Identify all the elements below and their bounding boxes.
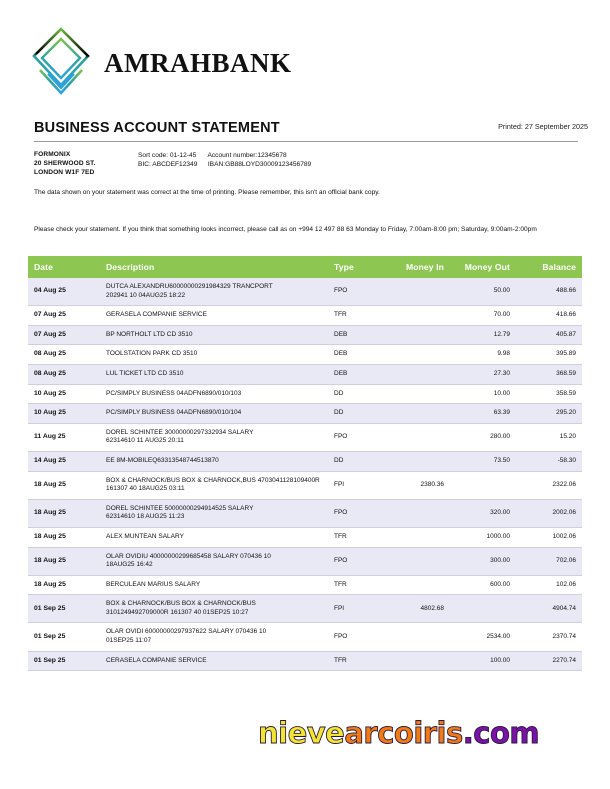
cell-type: TFR: [328, 575, 384, 595]
cell-money-out: 280.00: [450, 423, 516, 451]
cell-date: 18 Aug 25: [28, 471, 100, 499]
cell-balance: -58.30: [516, 451, 582, 471]
table-body: [28, 278, 582, 671]
cell-type: DD: [328, 384, 384, 404]
cell-money-out: [450, 471, 516, 499]
cell-balance: 405.87: [516, 325, 582, 345]
table-row[interactable]: [28, 471, 582, 499]
cell-money-in: [384, 306, 450, 326]
cell-money-in: [384, 575, 450, 595]
cell-date: 11 Aug 25: [28, 423, 100, 451]
cell-balance: 4904.74: [516, 595, 582, 623]
cell-balance: 488.66: [516, 278, 582, 306]
cell-date: 10 Aug 25: [28, 404, 100, 424]
cell-description: [100, 499, 328, 527]
table-row[interactable]: [28, 623, 582, 651]
cell-type: FPO: [328, 423, 384, 451]
column-header-type[interactable]: Type: [328, 256, 384, 278]
cell-money-in: [384, 384, 450, 404]
cell-date: 08 Aug 25: [28, 345, 100, 365]
cell-type: FPI: [328, 471, 384, 499]
cell-money-in: [384, 364, 450, 384]
cell-description: [100, 278, 328, 306]
cell-description: [100, 547, 328, 575]
transaction-description-line-2: 01SEP25 11:07: [106, 637, 152, 645]
cell-type: FPO: [328, 623, 384, 651]
cell-description: [100, 364, 328, 384]
column-header-money-out[interactable]: Money Out: [450, 256, 516, 278]
cell-description: [100, 471, 328, 499]
cell-date: 14 Aug 25: [28, 451, 100, 471]
cell-balance: 15.20: [516, 423, 582, 451]
table-row[interactable]: [28, 595, 582, 623]
transaction-description-line-2: 3101249492709000R 161307 40 01SEP25 10:27: [106, 608, 249, 616]
amrahbank-diamond-logo-icon: [30, 26, 92, 100]
cell-type: DEB: [328, 325, 384, 345]
cell-date: 01 Sep 25: [28, 623, 100, 651]
cell-money-out: 100.00: [450, 651, 516, 671]
cell-money-in: 4802.68: [384, 595, 450, 623]
cell-date: 18 Aug 25: [28, 547, 100, 575]
cell-description: [100, 404, 328, 424]
cell-type: DD: [328, 451, 384, 471]
table-header: [28, 256, 582, 278]
column-header-balance[interactable]: Balance: [516, 256, 582, 278]
table-row[interactable]: [28, 499, 582, 527]
cell-balance: 2322.06: [516, 471, 582, 499]
table-row[interactable]: [28, 547, 582, 575]
cell-balance: 295.20: [516, 404, 582, 424]
cell-money-out: 600.00: [450, 575, 516, 595]
cell-description: [100, 623, 328, 651]
cell-type: TFR: [328, 651, 384, 671]
cell-date: 10 Aug 25: [28, 384, 100, 404]
cell-description: [100, 306, 328, 326]
cell-description: [100, 575, 328, 595]
cell-balance: 1002.06: [516, 527, 582, 547]
cell-money-in: [384, 345, 450, 365]
table-row[interactable]: [28, 364, 582, 384]
site-watermark: [258, 716, 539, 750]
cell-description: [100, 345, 328, 365]
table-row[interactable]: [28, 278, 582, 306]
transaction-description-line-1: EE 8M-MOBILEQ63313548744513870: [106, 456, 219, 464]
cell-money-out: 63.39: [450, 404, 516, 424]
transaction-description-line-1: ALEX MUNTEAN SALARY: [106, 532, 184, 540]
cell-balance: 702.06: [516, 547, 582, 575]
cell-type: FPO: [328, 547, 384, 575]
header-divider: [34, 141, 578, 142]
transaction-description-line-1: LUL TICKET LTD CD 3510: [106, 369, 184, 377]
transaction-description-line-1: GERASELA COMPANIE SERVICE: [106, 311, 207, 319]
transaction-description-line-1: DUTCA ALEXANDRU60000000291984329 TRANCPORT: [106, 283, 273, 290]
table-row[interactable]: [28, 651, 582, 671]
cell-money-out: 27.30: [450, 364, 516, 384]
transaction-description-line-2: 18AUG25 16:42: [106, 561, 153, 569]
cell-balance: 395.89: [516, 345, 582, 365]
cell-money-out: 50.00: [450, 278, 516, 306]
transaction-description-line-2: 202941 10 04AUG25 18:22: [106, 291, 186, 299]
watermark-part-1: nieve: [258, 716, 345, 750]
transaction-description-line-1: PC/SIMPLY BUSINESS 04ADFN6890/010/104: [106, 409, 242, 417]
cell-balance: 2370.74: [516, 623, 582, 651]
transactions-table: [28, 256, 582, 671]
address-line-3: LONDON W1F 7ED: [34, 169, 95, 177]
cell-date: 01 Sep 25: [28, 595, 100, 623]
page-title: BUSINESS ACCOUNT STATEMENT: [34, 120, 280, 136]
cell-money-in: [384, 623, 450, 651]
cell-date: 07 Aug 25: [28, 325, 100, 345]
watermark-part-3: .com: [462, 716, 540, 750]
cell-balance: 2002.06: [516, 499, 582, 527]
cell-money-out: 70.00: [450, 306, 516, 326]
cell-money-out: 320.00: [450, 499, 516, 527]
transaction-description-line-1: CERASELA COMPANIE SERVICE: [106, 656, 207, 664]
cell-type: DEB: [328, 345, 384, 365]
cell-money-in: [384, 527, 450, 547]
cell-balance: 368.59: [516, 364, 582, 384]
cell-money-in: [384, 547, 450, 575]
transaction-description-line-2: 62314610 11 AUG25 20:11: [106, 437, 184, 445]
customer-address: [34, 150, 95, 177]
transaction-description-line-2: 62314610 18 AUG25 11:23: [106, 513, 185, 521]
cell-description: [100, 651, 328, 671]
cell-type: DD: [328, 404, 384, 424]
cell-type: DEB: [328, 364, 384, 384]
cell-money-in: 2380.36: [384, 471, 450, 499]
cell-date: 18 Aug 25: [28, 527, 100, 547]
account-row-2: [138, 160, 311, 169]
cell-type: FPI: [328, 595, 384, 623]
cell-date: 04 Aug 25: [28, 278, 100, 306]
transaction-description-line-1: DOREL SCHINTEE 50000000294914525 SALARY: [106, 504, 254, 512]
column-header-money-in[interactable]: Money In: [384, 256, 450, 278]
cell-money-in: [384, 325, 450, 345]
cell-money-out: 2534.00: [450, 623, 516, 651]
table-header-row: [28, 256, 582, 278]
transaction-description-line-1: BOX & CHARNOCK/BUS BOX & CHARNOCK,BUS 4703041128109400R: [106, 476, 320, 484]
cell-description: [100, 595, 328, 623]
transaction-description-line-1: BERCULEAN MARIUS SALARY: [106, 580, 201, 588]
cell-money-out: 12.79: [450, 325, 516, 345]
transaction-description-line-1: BOX & CHARNOCK/BUS BOX & CHARNOCK/BUS: [106, 600, 256, 608]
table-row[interactable]: [28, 423, 582, 451]
bank-logo: [30, 26, 292, 100]
bank-name: AMRAHBANK: [104, 47, 292, 78]
column-header-description[interactable]: Description: [100, 256, 328, 278]
print-disclaimer: The data shown on your statement was correct at the time of printing. Please remember, this isn't an official bank copy.: [34, 189, 380, 196]
table-row[interactable]: [28, 384, 582, 404]
cell-money-in: [384, 451, 450, 471]
printed-date: Printed: 27 September 2025: [498, 122, 588, 131]
cell-date: 18 Aug 25: [28, 499, 100, 527]
cell-money-out: 300.00: [450, 547, 516, 575]
transaction-description-line-1: DOREL SCHINTEE 30000000297332934 SALARY: [106, 428, 254, 436]
address-line-2: 20 SHERWOOD ST.: [34, 160, 96, 168]
table-row[interactable]: [28, 325, 582, 345]
iban-code: IBAN:GB88LOYD30009123456789: [207, 161, 312, 169]
cell-money-in: [384, 651, 450, 671]
transaction-description-line-1: BP NORTHOLT LTD CD 3510: [106, 330, 193, 338]
contact-note: Please check your statement. If you think that something looks incorrect, please call as on +994 12 497 88 63 Monday to Friday, 7:00am-8:00 pm; Saturday, 9:00am-2:00pm: [34, 226, 537, 233]
cell-date: 07 Aug 25: [28, 306, 100, 326]
cell-description: [100, 384, 328, 404]
cell-description: [100, 325, 328, 345]
transaction-description-line-1: TOOLSTATION PARK CD 3510: [106, 350, 198, 358]
cell-type: FPO: [328, 499, 384, 527]
cell-balance: 2270.74: [516, 651, 582, 671]
cell-money-out: 9.98: [450, 345, 516, 365]
account-row-1: [138, 151, 311, 160]
cell-money-in: [384, 423, 450, 451]
transaction-description-line-1: PC/SIMPLY BUSINESS 04ADFN6890/010/103: [106, 389, 242, 397]
table-row[interactable]: [28, 527, 582, 547]
table-row[interactable]: [28, 404, 582, 424]
cell-date: 18 Aug 25: [28, 575, 100, 595]
transaction-description-line-1: OLAR OVIDIU 40000000299685458 SALARY 070436 10: [106, 552, 271, 560]
transaction-description-line-2: 161307 40 18AUG25 03:11: [106, 485, 185, 493]
sort-code: Sort code: 01-12-45: [138, 152, 197, 159]
cell-balance: 358.59: [516, 384, 582, 404]
cell-type: TFR: [328, 527, 384, 547]
transaction-description-line-1: OLAR OVIDI 60000000297937622 SALARY 070436 10: [106, 628, 267, 636]
table-row[interactable]: [28, 451, 582, 471]
cell-money-in: [384, 278, 450, 306]
cell-money-out: [450, 595, 516, 623]
address-line-1: FORMONIX: [34, 151, 71, 158]
table-row[interactable]: [28, 575, 582, 595]
cell-money-out: 1000.00: [450, 527, 516, 547]
watermark-part-2: arcoiris: [344, 716, 463, 750]
cell-money-in: [384, 499, 450, 527]
cell-money-out: 73.50: [450, 451, 516, 471]
cell-description: [100, 527, 328, 547]
cell-money-in: [384, 404, 450, 424]
cell-balance: 418.66: [516, 306, 582, 326]
cell-money-out: 10.00: [450, 384, 516, 404]
cell-type: TFR: [328, 306, 384, 326]
cell-date: 01 Sep 25: [28, 651, 100, 671]
account-number: Account number:12345678: [207, 152, 287, 159]
cell-type: FPO: [328, 278, 384, 306]
table-row[interactable]: [28, 345, 582, 365]
table-row[interactable]: [28, 306, 582, 326]
column-header-date[interactable]: Date: [28, 256, 100, 278]
cell-description: [100, 423, 328, 451]
cell-balance: 102.06: [516, 575, 582, 595]
cell-date: 08 Aug 25: [28, 364, 100, 384]
bic-code: BIC: ABCDEF12349: [138, 161, 198, 169]
cell-description: [100, 451, 328, 471]
account-details: [138, 151, 311, 170]
